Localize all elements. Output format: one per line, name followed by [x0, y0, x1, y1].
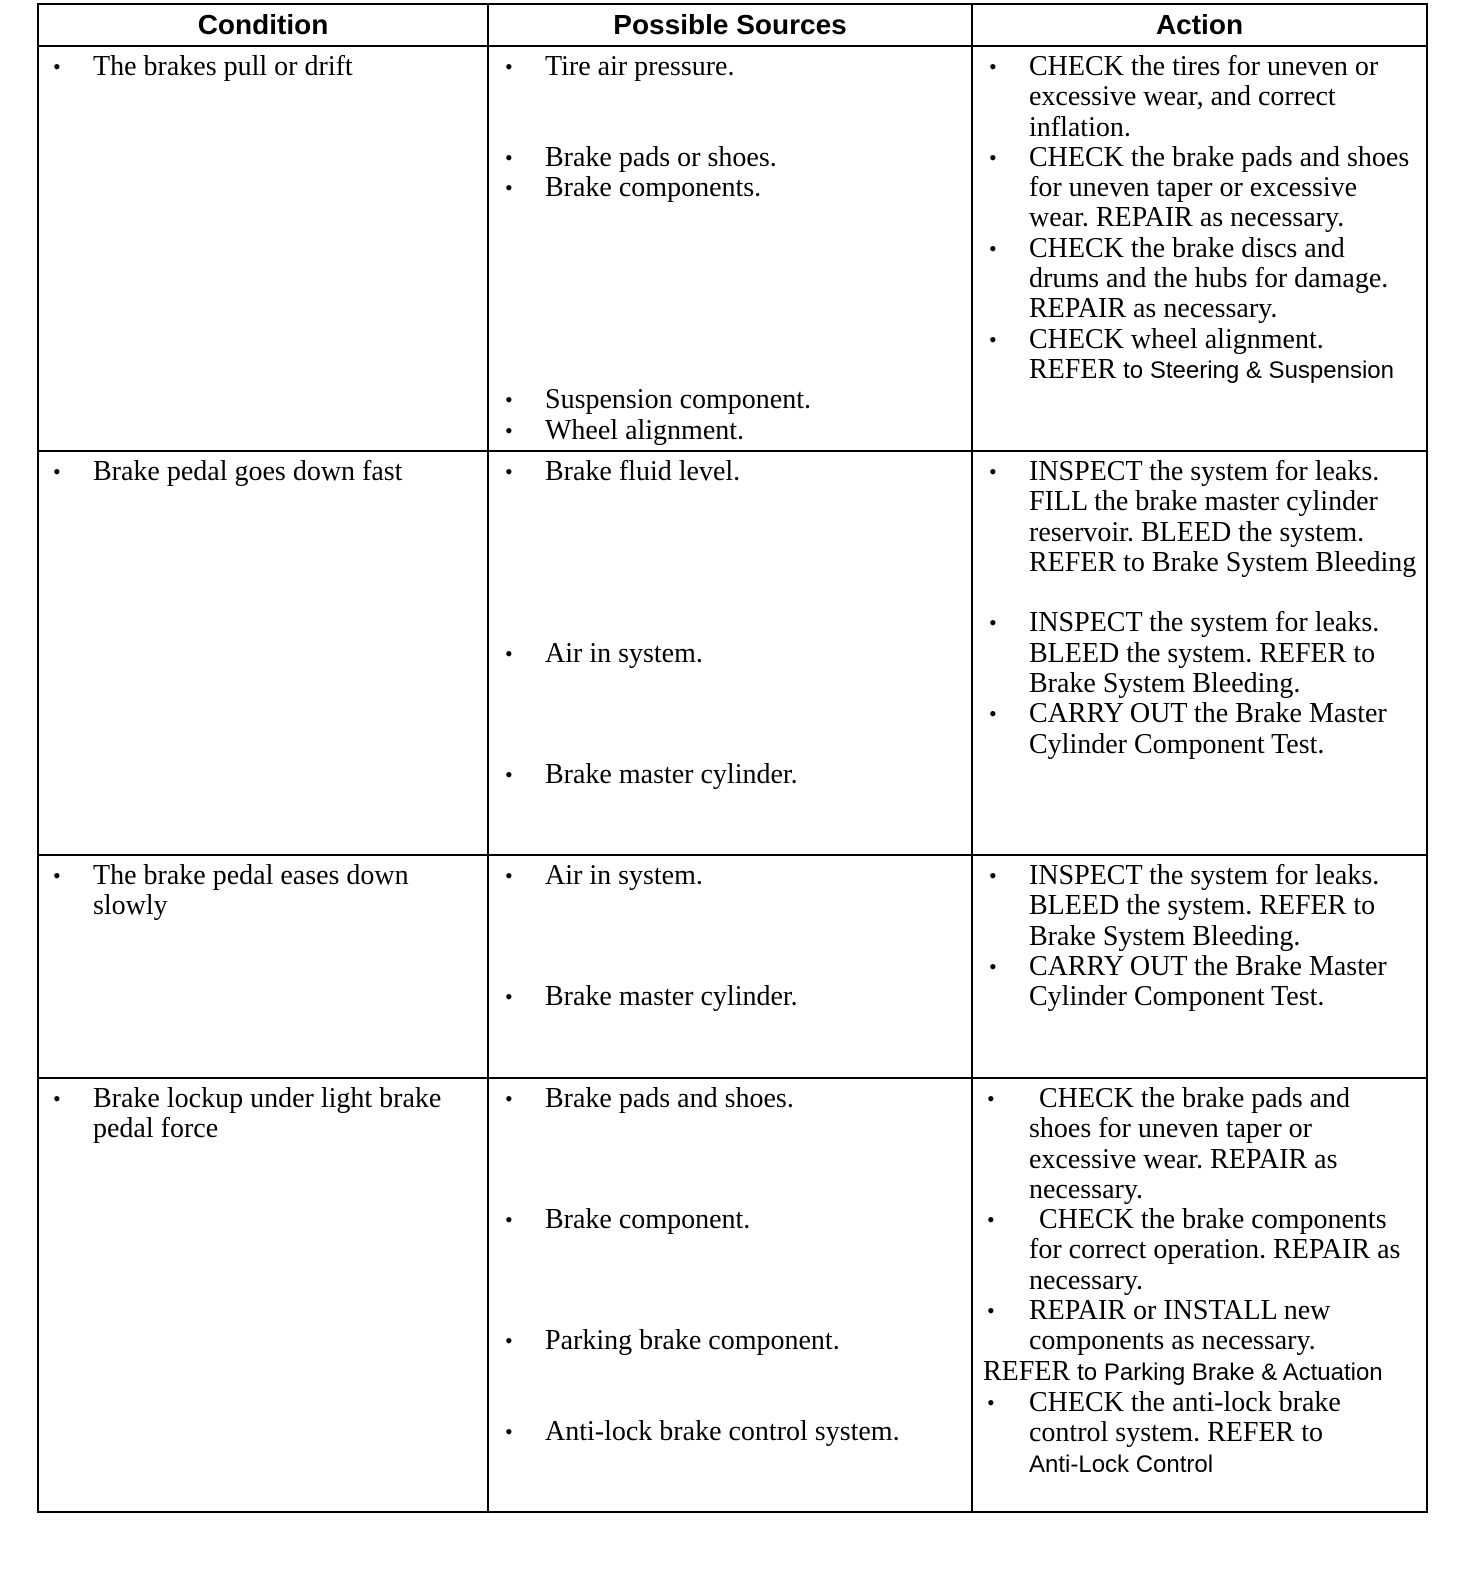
action-item: [985, 608, 1418, 699]
action-text: CHECK the brake pads and shoes for uneven taper or excessive wear. REPAIR as necessary.: [1029, 141, 1410, 234]
source-item: [501, 639, 961, 669]
sources-cell: [488, 855, 972, 1078]
refer-link-anti-lock[interactable]: Anti-Lock Control: [1029, 1450, 1214, 1478]
bullet-icon: •: [505, 459, 513, 484]
condition-text: Brake lockup under light brake pedal force: [93, 1083, 442, 1145]
bullet-icon: •: [53, 459, 61, 484]
action-header: Action: [972, 4, 1427, 46]
action-text: CHECK the brake components for correct operation. REPAIR as necessary.: [1029, 1204, 1401, 1296]
condition-cell: [38, 451, 488, 855]
action-cell: [972, 451, 1427, 855]
condition-text: The brakes pull or drift: [93, 51, 353, 82]
action-item: [985, 861, 1418, 952]
action-cell: [972, 1078, 1427, 1512]
action-text: CARRY OUT the Brake Master Cylinder Component Test.: [1029, 698, 1387, 760]
bullet-icon: •: [989, 863, 997, 888]
action-cell: [972, 46, 1427, 451]
source-item: [501, 1084, 961, 1114]
source-item: [501, 982, 961, 1012]
condition-text: The brake pedal eases down slowly: [93, 860, 409, 922]
bullet-icon: •: [505, 640, 513, 666]
action-item: [985, 52, 1418, 143]
table-row: [38, 855, 1427, 1078]
action-item: [985, 952, 1418, 1013]
bullet-icon: •: [989, 54, 997, 79]
action-text: REPAIR or INSTALL new components as necessary.: [1029, 1295, 1331, 1357]
refer-word: REFER: [983, 1355, 1071, 1387]
table-row: [38, 451, 1427, 855]
condition-cell: [38, 1078, 488, 1512]
bullet-icon: •: [505, 387, 513, 413]
refer-word: REFER: [1029, 353, 1117, 385]
source-item: [501, 52, 961, 82]
source-item: [501, 861, 961, 891]
bullet-icon: •: [505, 54, 513, 79]
source-text: Brake master cylinder.: [545, 981, 798, 1013]
source-text: Brake component.: [545, 1204, 751, 1236]
source-text: Suspension component.: [545, 384, 811, 416]
condition-item: [49, 457, 477, 487]
bullet-icon: •: [505, 1207, 513, 1233]
bullet-icon: •: [989, 326, 997, 352]
source-item: [501, 457, 961, 487]
sources-header: Possible Sources: [488, 4, 972, 46]
action-item: [983, 1296, 1418, 1357]
condition-text: Brake pedal goes down fast: [93, 456, 403, 487]
bullet-icon: •: [505, 175, 513, 201]
bullet-icon: •: [505, 984, 513, 1010]
source-item: [501, 385, 961, 415]
source-text: Air in system.: [545, 637, 703, 669]
action-text: CHECK the brake pads and shoes for uneven taper or excessive wear. REPAIR as necessary.: [1029, 1083, 1351, 1205]
bullet-icon: •: [989, 953, 997, 979]
refer-link-steering[interactable]: to Steering & Suspension: [1123, 356, 1394, 384]
action-item: [985, 143, 1418, 234]
bullet-icon: •: [987, 1086, 995, 1111]
source-item: [501, 760, 961, 790]
action-text: INSPECT the system for leaks. BLEED the system. REFER to Brake System Bleeding.: [1029, 860, 1380, 952]
refer-line: [983, 1357, 1418, 1388]
bullet-icon: •: [989, 610, 997, 636]
bullet-icon: •: [989, 235, 997, 261]
bullet-icon: •: [53, 863, 61, 888]
bullet-icon: •: [987, 1389, 995, 1415]
bullet-icon: •: [505, 1086, 513, 1111]
bullet-icon: •: [505, 417, 513, 443]
action-item: [985, 234, 1418, 325]
action-text: CHECK wheel alignment.: [1029, 323, 1324, 355]
action-item: [983, 1084, 1418, 1205]
action-text: CARRY OUT the Brake Master Cylinder Component Test.: [1029, 950, 1387, 1013]
source-text: Tire air pressure.: [545, 51, 735, 82]
action-item: [983, 1388, 1418, 1480]
bullet-icon: •: [505, 863, 513, 888]
source-text: Air in system.: [545, 860, 703, 891]
troubleshooting-table-container: [37, 3, 1426, 1513]
source-text: Anti-lock brake control system.: [545, 1416, 900, 1448]
bullet-icon: •: [53, 54, 61, 79]
bullet-icon: •: [505, 761, 513, 787]
sources-cell: [488, 451, 972, 855]
action-text: CHECK the anti-lock brake control system. REFER to: [1029, 1386, 1341, 1449]
bullet-icon: •: [989, 144, 997, 170]
condition-item: [49, 1084, 477, 1145]
sources-cell: [488, 1078, 972, 1512]
bullet-icon: •: [505, 1419, 513, 1445]
action-text: CHECK the tires for uneven or excessive wear, and correct inflation.: [1029, 51, 1379, 143]
source-text: Brake fluid level.: [545, 456, 741, 487]
source-item: [501, 1205, 961, 1235]
condition-item: [49, 52, 477, 82]
action-item: [985, 699, 1418, 760]
source-text: Brake pads or shoes.: [545, 141, 777, 173]
bullet-icon: •: [987, 1298, 995, 1324]
source-item: [501, 143, 961, 173]
source-item: [501, 1417, 961, 1447]
source-item: [501, 173, 961, 203]
action-item: [985, 325, 1418, 355]
action-item: [983, 1205, 1418, 1296]
source-text: Wheel alignment.: [545, 414, 745, 446]
source-text: Parking brake component.: [545, 1325, 840, 1357]
refer-line: [985, 355, 1418, 386]
source-text: Brake components.: [545, 172, 762, 204]
condition-cell: [38, 46, 488, 451]
action-text: INSPECT the system for leaks. BLEED the system. REFER to Brake System Bleeding.: [1029, 607, 1380, 700]
source-item: [501, 416, 961, 446]
table-row: [38, 1078, 1427, 1512]
action-text: INSPECT the system for leaks. FILL the brake master cylinder reservoir. BLEED the system. REFER to Brake System Bleeding: [1029, 456, 1417, 578]
condition-item: [49, 861, 477, 922]
bullet-icon: •: [987, 1207, 995, 1233]
bullet-icon: •: [505, 1328, 513, 1354]
bullet-icon: •: [989, 459, 997, 484]
condition-cell: [38, 855, 488, 1078]
action-cell: [972, 855, 1427, 1078]
source-text: Brake pads and shoes.: [545, 1083, 794, 1114]
source-text: Brake master cylinder.: [545, 758, 798, 790]
condition-header: Condition: [38, 4, 488, 46]
bullet-icon: •: [505, 144, 513, 170]
refer-link-parking-brake[interactable]: to Parking Brake & Actuation: [1077, 1358, 1383, 1386]
bullet-icon: •: [53, 1086, 61, 1111]
bullet-icon: •: [989, 701, 997, 727]
action-item: [985, 457, 1418, 578]
action-text: CHECK the brake discs and drums and the hubs for damage. REPAIR as necessary.: [1029, 232, 1389, 325]
brake-diagnosis-table: [37, 3, 1428, 1513]
table-row: [38, 46, 1427, 451]
source-item: [501, 1326, 961, 1356]
header-row: [38, 4, 1427, 46]
sources-cell: [488, 46, 972, 451]
